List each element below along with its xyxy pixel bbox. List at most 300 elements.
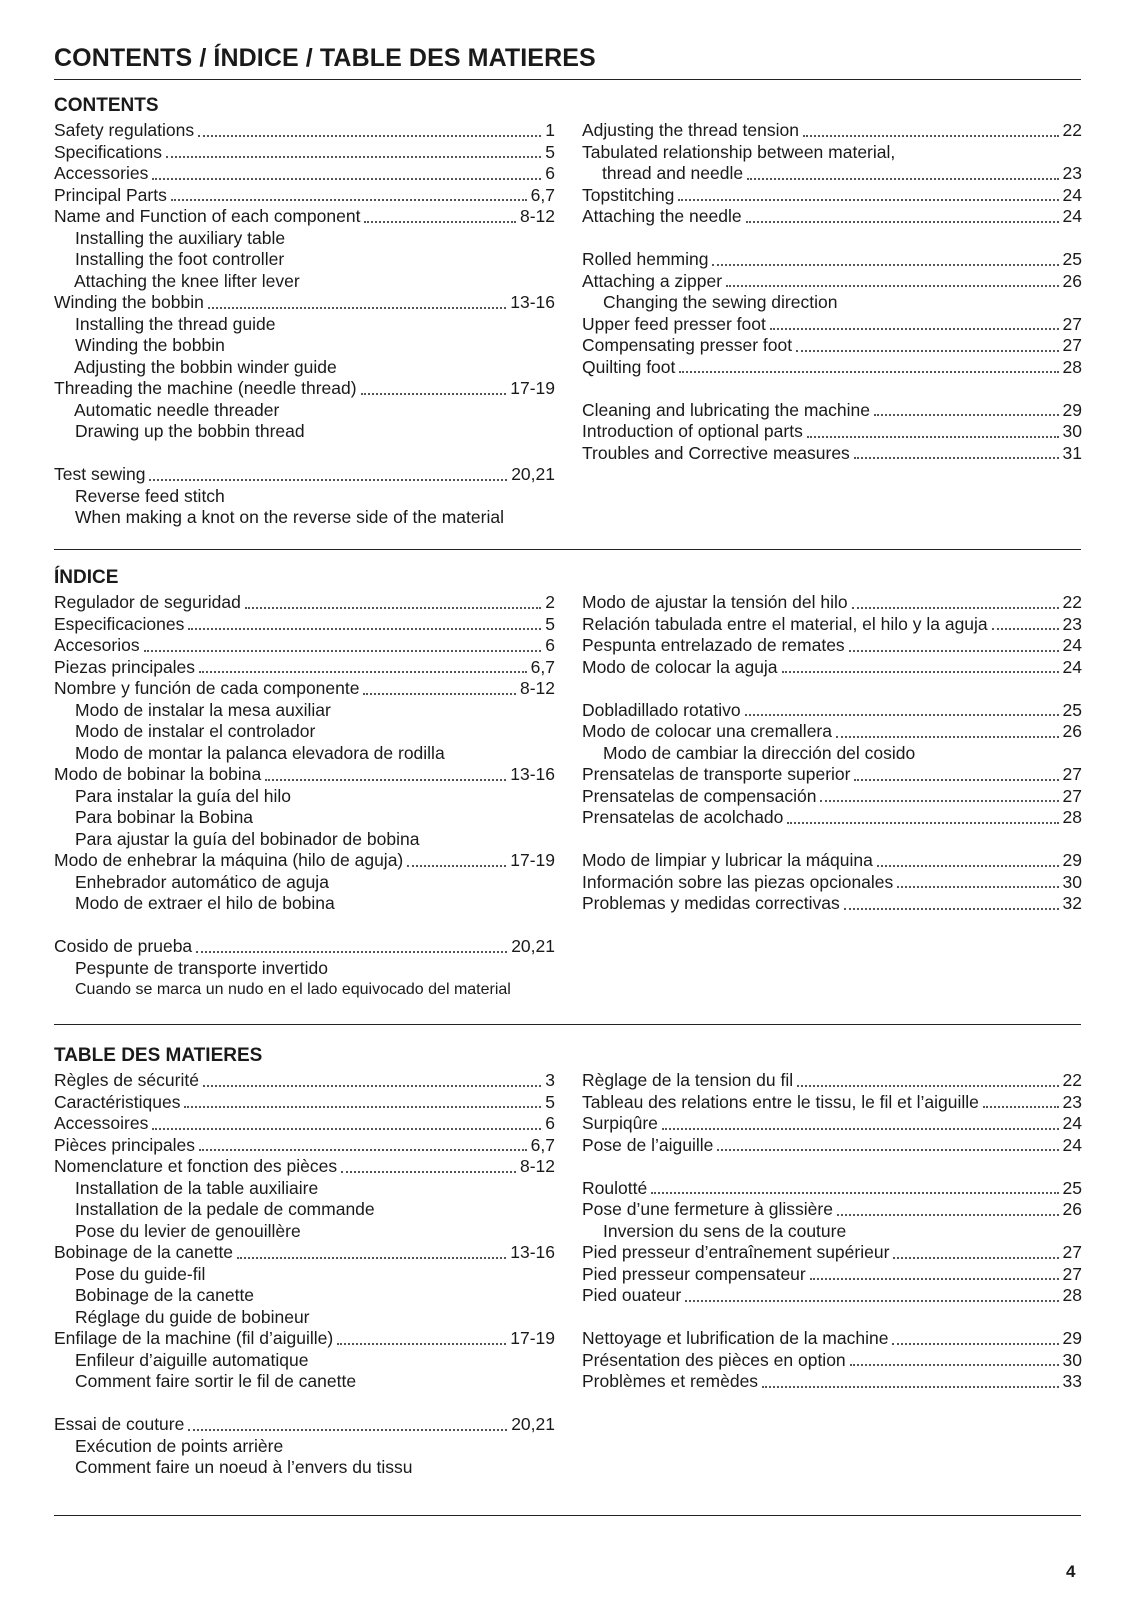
toc-entry-page: 31 — [1062, 442, 1082, 463]
contents-right-column — [582, 120, 1082, 464]
toc-entry — [54, 142, 555, 164]
toc-entry — [582, 893, 1082, 915]
toc-entry-label: Nomenclature et fonction des pièces — [54, 1156, 338, 1176]
toc-subentry — [54, 1350, 555, 1372]
toc-entry-label: When making a knot on the reverse side of the material — [75, 507, 504, 527]
toc-entry — [582, 421, 1082, 443]
toc-entry-label: Installation de la pedale de commande — [75, 1199, 375, 1219]
toc-subentry — [54, 1371, 555, 1393]
toc-entry-label: Troubles and Corrective measures — [582, 442, 850, 463]
dot-leader — [837, 1214, 1059, 1216]
section-heading-table-des-matieres: TABLE DES MATIERES — [54, 1045, 263, 1066]
toc-entry-label: Adjusting the thread tension — [582, 120, 799, 140]
entry-spacer — [54, 443, 555, 465]
indice-left-column — [54, 592, 555, 1001]
toc-entry-page: 6 — [545, 635, 555, 655]
dot-leader — [897, 886, 1058, 888]
toc-entry-label: Modo de extraer el hilo de bobina — [75, 893, 335, 913]
entry-spacer — [582, 678, 1082, 700]
toc-entry-page: 27 — [1062, 335, 1082, 355]
toc-entry — [54, 678, 555, 700]
dot-leader — [762, 1386, 1058, 1388]
toc-entry-page: 28 — [1062, 807, 1082, 827]
toc-entry-page: 5 — [545, 1091, 555, 1112]
toc-subentry — [54, 249, 555, 271]
toc-entry-label: Compensating presser foot — [582, 335, 793, 355]
dot-leader — [364, 221, 516, 223]
dot-leader — [854, 457, 1059, 459]
toc-entry-page: 23 — [1062, 163, 1082, 183]
toc-entry-label: Safety regulations — [54, 120, 195, 140]
toc-entry — [582, 120, 1082, 142]
toc-entry-label: Modo de ajustar la tensión del hilo — [582, 592, 848, 612]
toc-entry-label: Drawing up the bobbin thread — [75, 421, 305, 441]
dot-leader — [188, 628, 541, 630]
dot-leader — [144, 650, 542, 652]
toc-entry-label: Tabulated relationship between material, — [582, 141, 896, 162]
dot-leader — [407, 865, 506, 867]
toc-entry-page: 24 — [1062, 656, 1082, 677]
toc-entry-label: Modo de colocar la aguja — [582, 656, 778, 677]
toc-subentry — [54, 1457, 555, 1479]
toc-entry-page: 25 — [1062, 249, 1082, 269]
toc-entry-page: 8-12 — [519, 678, 555, 698]
toc-entry-page: 6 — [545, 163, 555, 183]
dot-leader — [787, 822, 1058, 824]
dot-leader — [850, 1364, 1059, 1366]
toc-entry — [582, 314, 1082, 336]
dot-leader — [245, 607, 541, 609]
dot-leader — [747, 178, 1058, 180]
toc-entry-label: Présentation des pièces en option — [582, 1349, 846, 1370]
toc-entry-page: 33 — [1062, 1371, 1082, 1391]
toc-entry — [54, 185, 555, 207]
entry-spacer — [582, 1307, 1082, 1329]
toc-entry-label: Modo de bobinar la bobina — [54, 764, 262, 784]
toc-entry-label: Règlage de la tension du fil — [582, 1070, 794, 1090]
toc-entry-page: 27 — [1062, 764, 1082, 784]
toc-entry — [582, 1092, 1082, 1114]
toc-entry-label: Pied presseur d’entraînement supérieur — [582, 1242, 890, 1262]
toc-entry-label: thread and needle — [602, 163, 744, 183]
toc-entry — [582, 357, 1082, 379]
toc-entry-label: Attaching the needle — [582, 206, 742, 226]
dot-leader — [662, 1128, 1059, 1130]
toc-entry — [582, 1135, 1082, 1157]
toc-entry-label: Bobinage de la canette — [75, 1285, 255, 1305]
toc-entry — [582, 786, 1082, 808]
toc-entry — [54, 1070, 555, 1092]
toc-subentry — [54, 872, 555, 894]
toc-entry-label: Para instalar la guía del hilo — [75, 785, 291, 806]
dot-leader — [208, 307, 506, 309]
toc-entry-label: Nettoyage et lubrification de la machine — [582, 1328, 889, 1348]
toc-entry-page: 6,7 — [530, 656, 555, 677]
toc-entry-label: Problemas y medidas correctivas — [582, 893, 840, 913]
toc-entry-label: Règles de sécurité — [54, 1070, 199, 1090]
toc-subentry — [54, 807, 555, 829]
toc-entry-label: Relación tabulada entre el material, el hilo y la aguja — [582, 613, 988, 634]
toc-entry — [582, 872, 1082, 894]
toc-subentry — [54, 357, 555, 379]
dot-leader — [361, 393, 507, 395]
toc-entry — [54, 936, 555, 958]
toc-entry-page: 30 — [1062, 1349, 1082, 1370]
toc-entry-page: 26 — [1062, 270, 1082, 291]
toc-entry-label: Pespunte de transporte invertido — [75, 957, 328, 978]
dot-leader — [796, 350, 1058, 352]
toc-entry-label: Accessories — [54, 163, 149, 183]
toc-entry-page: 26 — [1062, 721, 1082, 741]
toc-entry-page: 8-12 — [519, 206, 555, 226]
footer-rule — [54, 1515, 1081, 1516]
dot-leader — [265, 779, 506, 781]
section-heading-indice: ÍNDICE — [54, 567, 119, 588]
toc-subentry — [582, 1221, 1082, 1243]
toc-entry — [582, 721, 1082, 743]
toc-entry-label: Modo de instalar la mesa auxiliar — [75, 699, 331, 720]
toc-entry-label: Pespunta entrelazado de remates — [582, 635, 845, 655]
dot-leader — [198, 135, 541, 137]
toc-entry — [54, 614, 555, 636]
toc-subentry — [54, 1285, 555, 1307]
dot-leader — [726, 285, 1058, 287]
toc-entry-label: Installing the thread guide — [75, 313, 276, 334]
toc-entry-page: 24 — [1062, 206, 1082, 226]
toc-entry-page: 8-12 — [519, 1156, 555, 1176]
toc-entry-label: Modo de limpiar y lubricar la máquina — [582, 850, 873, 870]
dot-leader — [820, 800, 1058, 802]
toc-entry-page: 6,7 — [530, 1134, 555, 1155]
toc-entry-label: Enfileur d’aiguille automatique — [75, 1349, 309, 1370]
toc-entry-label: Para ajustar la guía del bobinador de bobina — [75, 828, 420, 849]
toc-entry-label: Test sewing — [54, 464, 146, 484]
dot-leader — [152, 1128, 541, 1130]
toc-entry — [582, 850, 1082, 872]
toc-subentry — [54, 335, 555, 357]
toc-entry-page: 5 — [545, 613, 555, 634]
toc-entry-label: Specifications — [54, 141, 162, 162]
toc-entry-label: Roulotté — [582, 1177, 648, 1198]
toc-subentry — [54, 786, 555, 808]
toc-entry-page: 27 — [1062, 1263, 1082, 1284]
dot-leader — [877, 865, 1059, 867]
entry-spacer — [582, 1156, 1082, 1178]
toc-subentry — [54, 228, 555, 250]
toc-entry-page: 29 — [1062, 399, 1082, 420]
toc-entry-label: Pose de l’aiguille — [582, 1134, 714, 1155]
toc-entry — [582, 335, 1082, 357]
entry-spacer — [582, 829, 1082, 851]
page-number: 4 — [1066, 1562, 1076, 1581]
toc-subentry — [54, 1221, 555, 1243]
dot-leader — [893, 1257, 1058, 1259]
toc-entry-page: 30 — [1062, 421, 1082, 441]
toc-entry-label: Cuando se marca un nudo en el lado equivocado del material — [75, 981, 511, 998]
toc-entry-page: 25 — [1062, 699, 1082, 720]
toc-entry-page: 23 — [1062, 1091, 1082, 1112]
toc-entry-label: Pose du levier de genouillère — [75, 1220, 301, 1241]
toc-subentry — [54, 721, 555, 743]
toc-entry-label: Información sobre las piezas opcionales — [582, 871, 894, 892]
toc-entry — [582, 1328, 1082, 1350]
toc-entry — [54, 1328, 555, 1350]
toc-entry-label: Reverse feed stitch — [75, 485, 225, 506]
dot-leader — [803, 135, 1059, 137]
toc-entry-page: 24 — [1062, 635, 1082, 655]
toc-entry — [582, 1178, 1082, 1200]
toc-entry-label: Surpiqûre — [582, 1113, 658, 1133]
toc-entry-label: Rolled hemming — [582, 249, 709, 269]
toc-entry-label: Regulador de seguridad — [54, 592, 241, 612]
toc-entry — [582, 592, 1082, 614]
toc-entry — [54, 1242, 555, 1264]
toc-entry — [54, 464, 555, 486]
toc-entry-label: Tableau des relations entre le tissu, le fil et l’aiguille — [582, 1091, 979, 1112]
toc-entry — [54, 764, 555, 786]
toc-entry — [54, 1113, 555, 1135]
dot-leader — [717, 1149, 1058, 1151]
toc-entry-label: Principal Parts — [54, 184, 167, 205]
entry-spacer — [582, 378, 1082, 400]
dot-leader — [651, 1192, 1058, 1194]
toc-entry-page: 22 — [1062, 1070, 1082, 1090]
toc-entry-label: Problèmes et remèdes — [582, 1371, 759, 1391]
toc-entry-page: 24 — [1062, 1134, 1082, 1155]
toc-entry-label: Nombre y función de cada componente — [54, 678, 360, 698]
dot-leader — [852, 607, 1059, 609]
title-rule — [54, 79, 1081, 80]
toc-entry-label: Quilting foot — [582, 356, 676, 377]
toc-entry-label: Enfilage de la machine (fil d’aiguille) — [54, 1328, 334, 1348]
toc-entry — [582, 271, 1082, 293]
toc-entry-label: Enhebrador automático de aguja — [75, 871, 329, 892]
toc-entry-label: Installing the foot controller — [75, 249, 285, 269]
indice-right-column — [582, 592, 1082, 915]
dot-leader — [237, 1257, 506, 1259]
toc-entry-label: Especificaciones — [54, 613, 185, 634]
toc-entry-label: Threading the machine (needle thread) — [54, 378, 357, 398]
toc-entry-page: 29 — [1062, 1328, 1082, 1348]
toc-entry — [54, 592, 555, 614]
dot-leader — [782, 671, 1059, 673]
toc-entry — [582, 206, 1082, 228]
dot-leader — [152, 178, 541, 180]
dot-leader — [166, 156, 541, 158]
toc-entry-page: 20,21 — [511, 464, 555, 484]
toc-entry-page: 17-19 — [510, 1328, 555, 1348]
toc-entry — [582, 443, 1082, 465]
toc-entry-label: Piezas principales — [54, 656, 196, 677]
dot-leader — [363, 693, 516, 695]
toc-entry-page: 13-16 — [510, 1242, 555, 1262]
toc-entry-label: Accessoires — [54, 1113, 149, 1133]
toc-entry-page: 20,21 — [511, 1414, 555, 1434]
toc-entry — [54, 163, 555, 185]
toc-subentry — [582, 743, 1082, 765]
toc-subentry — [54, 314, 555, 336]
dot-leader — [196, 951, 507, 953]
toc-entry-label: Attaching the knee lifter lever — [74, 270, 300, 291]
tdm-left-column — [54, 1070, 555, 1479]
toc-subentry — [54, 1264, 555, 1286]
toc-entry — [582, 1242, 1082, 1264]
toc-subentry — [54, 979, 555, 1001]
toc-entry — [54, 657, 555, 679]
toc-entry-label: Upper feed presser foot — [582, 313, 766, 334]
contents-left-column — [54, 120, 555, 529]
dot-leader — [679, 371, 1058, 373]
entry-spacer — [54, 915, 555, 937]
toc-entry-label: Prensatelas de acolchado — [582, 807, 784, 827]
toc-entry — [582, 1285, 1082, 1307]
toc-entry — [54, 1135, 555, 1157]
toc-subentry — [54, 829, 555, 851]
toc-entry-page: 27 — [1062, 1242, 1082, 1262]
dot-leader — [712, 264, 1058, 266]
toc-entry — [582, 163, 1082, 185]
toc-subentry — [54, 1199, 555, 1221]
toc-subentry — [54, 1178, 555, 1200]
toc-entry-page: 13-16 — [510, 292, 555, 312]
section-divider — [54, 1024, 1081, 1025]
toc-entry-page: 22 — [1062, 592, 1082, 612]
toc-entry-label: Installing the auxiliary table — [75, 227, 286, 248]
toc-subentry — [54, 1436, 555, 1458]
toc-entry-page: 28 — [1062, 1285, 1082, 1305]
toc-entry — [54, 1156, 555, 1178]
dot-leader — [171, 199, 527, 201]
dot-leader — [807, 436, 1059, 438]
toc-entry-label: Pièces principales — [54, 1134, 196, 1155]
toc-entry-label: Cleaning and lubricating the machine — [582, 399, 870, 420]
toc-entry — [582, 1113, 1082, 1135]
dot-leader — [184, 1106, 541, 1108]
toc-subentry — [54, 958, 555, 980]
toc-entry — [582, 807, 1082, 829]
toc-entry-label: Comment faire un noeud à l’envers du tissu — [75, 1457, 413, 1477]
toc-entry-label: Prensatelas de transporte superior — [582, 764, 851, 784]
toc-entry-page: 26 — [1062, 1199, 1082, 1219]
dot-leader — [337, 1343, 506, 1345]
toc-entry-label: Caractéristiques — [54, 1091, 181, 1112]
toc-entry-page: 30 — [1062, 871, 1082, 892]
toc-entry-page: 5 — [545, 141, 555, 162]
toc-entry-label: Modo de cambiar la dirección del cosido — [603, 742, 916, 763]
dot-leader — [874, 414, 1059, 416]
dot-leader — [797, 1085, 1058, 1087]
toc-entry — [582, 1350, 1082, 1372]
dot-leader — [149, 479, 507, 481]
dot-leader — [745, 714, 1059, 716]
toc-entry — [582, 700, 1082, 722]
toc-entry-label: Adjusting the bobbin winder guide — [74, 356, 337, 377]
toc-entry-label: Modo de montar la palanca elevadora de rodilla — [75, 742, 445, 763]
toc-entry-label: Introduction of optional parts — [582, 421, 803, 441]
toc-entry — [54, 635, 555, 657]
toc-entry — [582, 400, 1082, 422]
toc-entry — [582, 657, 1082, 679]
toc-subentry — [54, 893, 555, 915]
dot-leader — [746, 221, 1059, 223]
section-divider — [54, 549, 1081, 550]
dot-leader — [341, 1171, 516, 1173]
toc-subentry — [54, 421, 555, 443]
dot-leader — [849, 650, 1059, 652]
dot-leader — [678, 199, 1058, 201]
toc-subentry — [54, 507, 555, 529]
toc-entry — [54, 120, 555, 142]
dot-leader — [685, 1300, 1058, 1302]
toc-entry-page: 17-19 — [510, 378, 555, 398]
toc-subentry — [54, 400, 555, 422]
toc-entry-label: Modo de instalar el controlador — [75, 721, 316, 741]
toc-entry-page: 22 — [1062, 120, 1082, 140]
toc-entry — [54, 206, 555, 228]
dot-leader — [203, 1085, 541, 1087]
toc-entry-label: Comment faire sortir le fil de canette — [75, 1371, 357, 1391]
toc-entry-label: Attaching a zipper — [582, 270, 723, 291]
toc-entry-page: 24 — [1062, 184, 1082, 205]
toc-entry — [582, 764, 1082, 786]
toc-entry-page: 13-16 — [510, 764, 555, 784]
toc-entry-page: 20,21 — [511, 936, 555, 956]
tdm-right-column — [582, 1070, 1082, 1393]
toc-entry-page: 32 — [1062, 893, 1082, 913]
toc-entry-page: 1 — [545, 120, 555, 140]
toc-entry-label: Pose d’une fermeture à glissière — [582, 1199, 833, 1219]
toc-entry-label: Pose du guide-fil — [75, 1263, 206, 1284]
section-heading-contents: CONTENTS — [54, 95, 159, 116]
dot-leader — [992, 628, 1059, 630]
toc-entry — [582, 1264, 1082, 1286]
toc-subentry — [54, 700, 555, 722]
dot-leader — [199, 1149, 527, 1151]
toc-subentry — [582, 142, 1082, 164]
entry-spacer — [582, 228, 1082, 250]
toc-entry-label: Automatic needle threader — [74, 399, 280, 420]
toc-entry — [54, 292, 555, 314]
dot-leader — [892, 1343, 1058, 1345]
toc-entry-page: 17-19 — [510, 850, 555, 870]
dot-leader — [836, 736, 1059, 738]
toc-entry — [582, 635, 1082, 657]
toc-entry-page: 29 — [1062, 850, 1082, 870]
toc-entry-label: Prensatelas de compensación — [582, 785, 817, 806]
toc-entry-label: Pied ouateur — [582, 1285, 682, 1305]
toc-entry-label: Réglage du guide de bobineur — [75, 1306, 310, 1327]
toc-subentry — [54, 486, 555, 508]
entry-spacer — [54, 1393, 555, 1415]
page-title: CONTENTS / ÍNDICE / TABLE DES MATIERES — [54, 44, 596, 72]
toc-entry-label: Accesorios — [54, 635, 140, 655]
toc-entry-page: 25 — [1062, 1177, 1082, 1198]
toc-entry-label: Changing the sewing direction — [603, 292, 838, 312]
toc-entry — [582, 1070, 1082, 1092]
toc-subentry — [54, 1307, 555, 1329]
toc-entry-label: Installation de la table auxiliaire — [75, 1177, 319, 1198]
toc-entry-page: 28 — [1062, 356, 1082, 377]
toc-entry-page: 6,7 — [530, 184, 555, 205]
toc-entry-page: 27 — [1062, 313, 1082, 334]
toc-entry-page: 2 — [545, 592, 555, 612]
toc-entry — [54, 1092, 555, 1114]
toc-subentry — [582, 292, 1082, 314]
toc-entry — [54, 1414, 555, 1436]
dot-leader — [844, 908, 1059, 910]
toc-entry-label: Topstitching — [582, 184, 675, 205]
toc-entry-label: Bobinage de la canette — [54, 1242, 234, 1262]
